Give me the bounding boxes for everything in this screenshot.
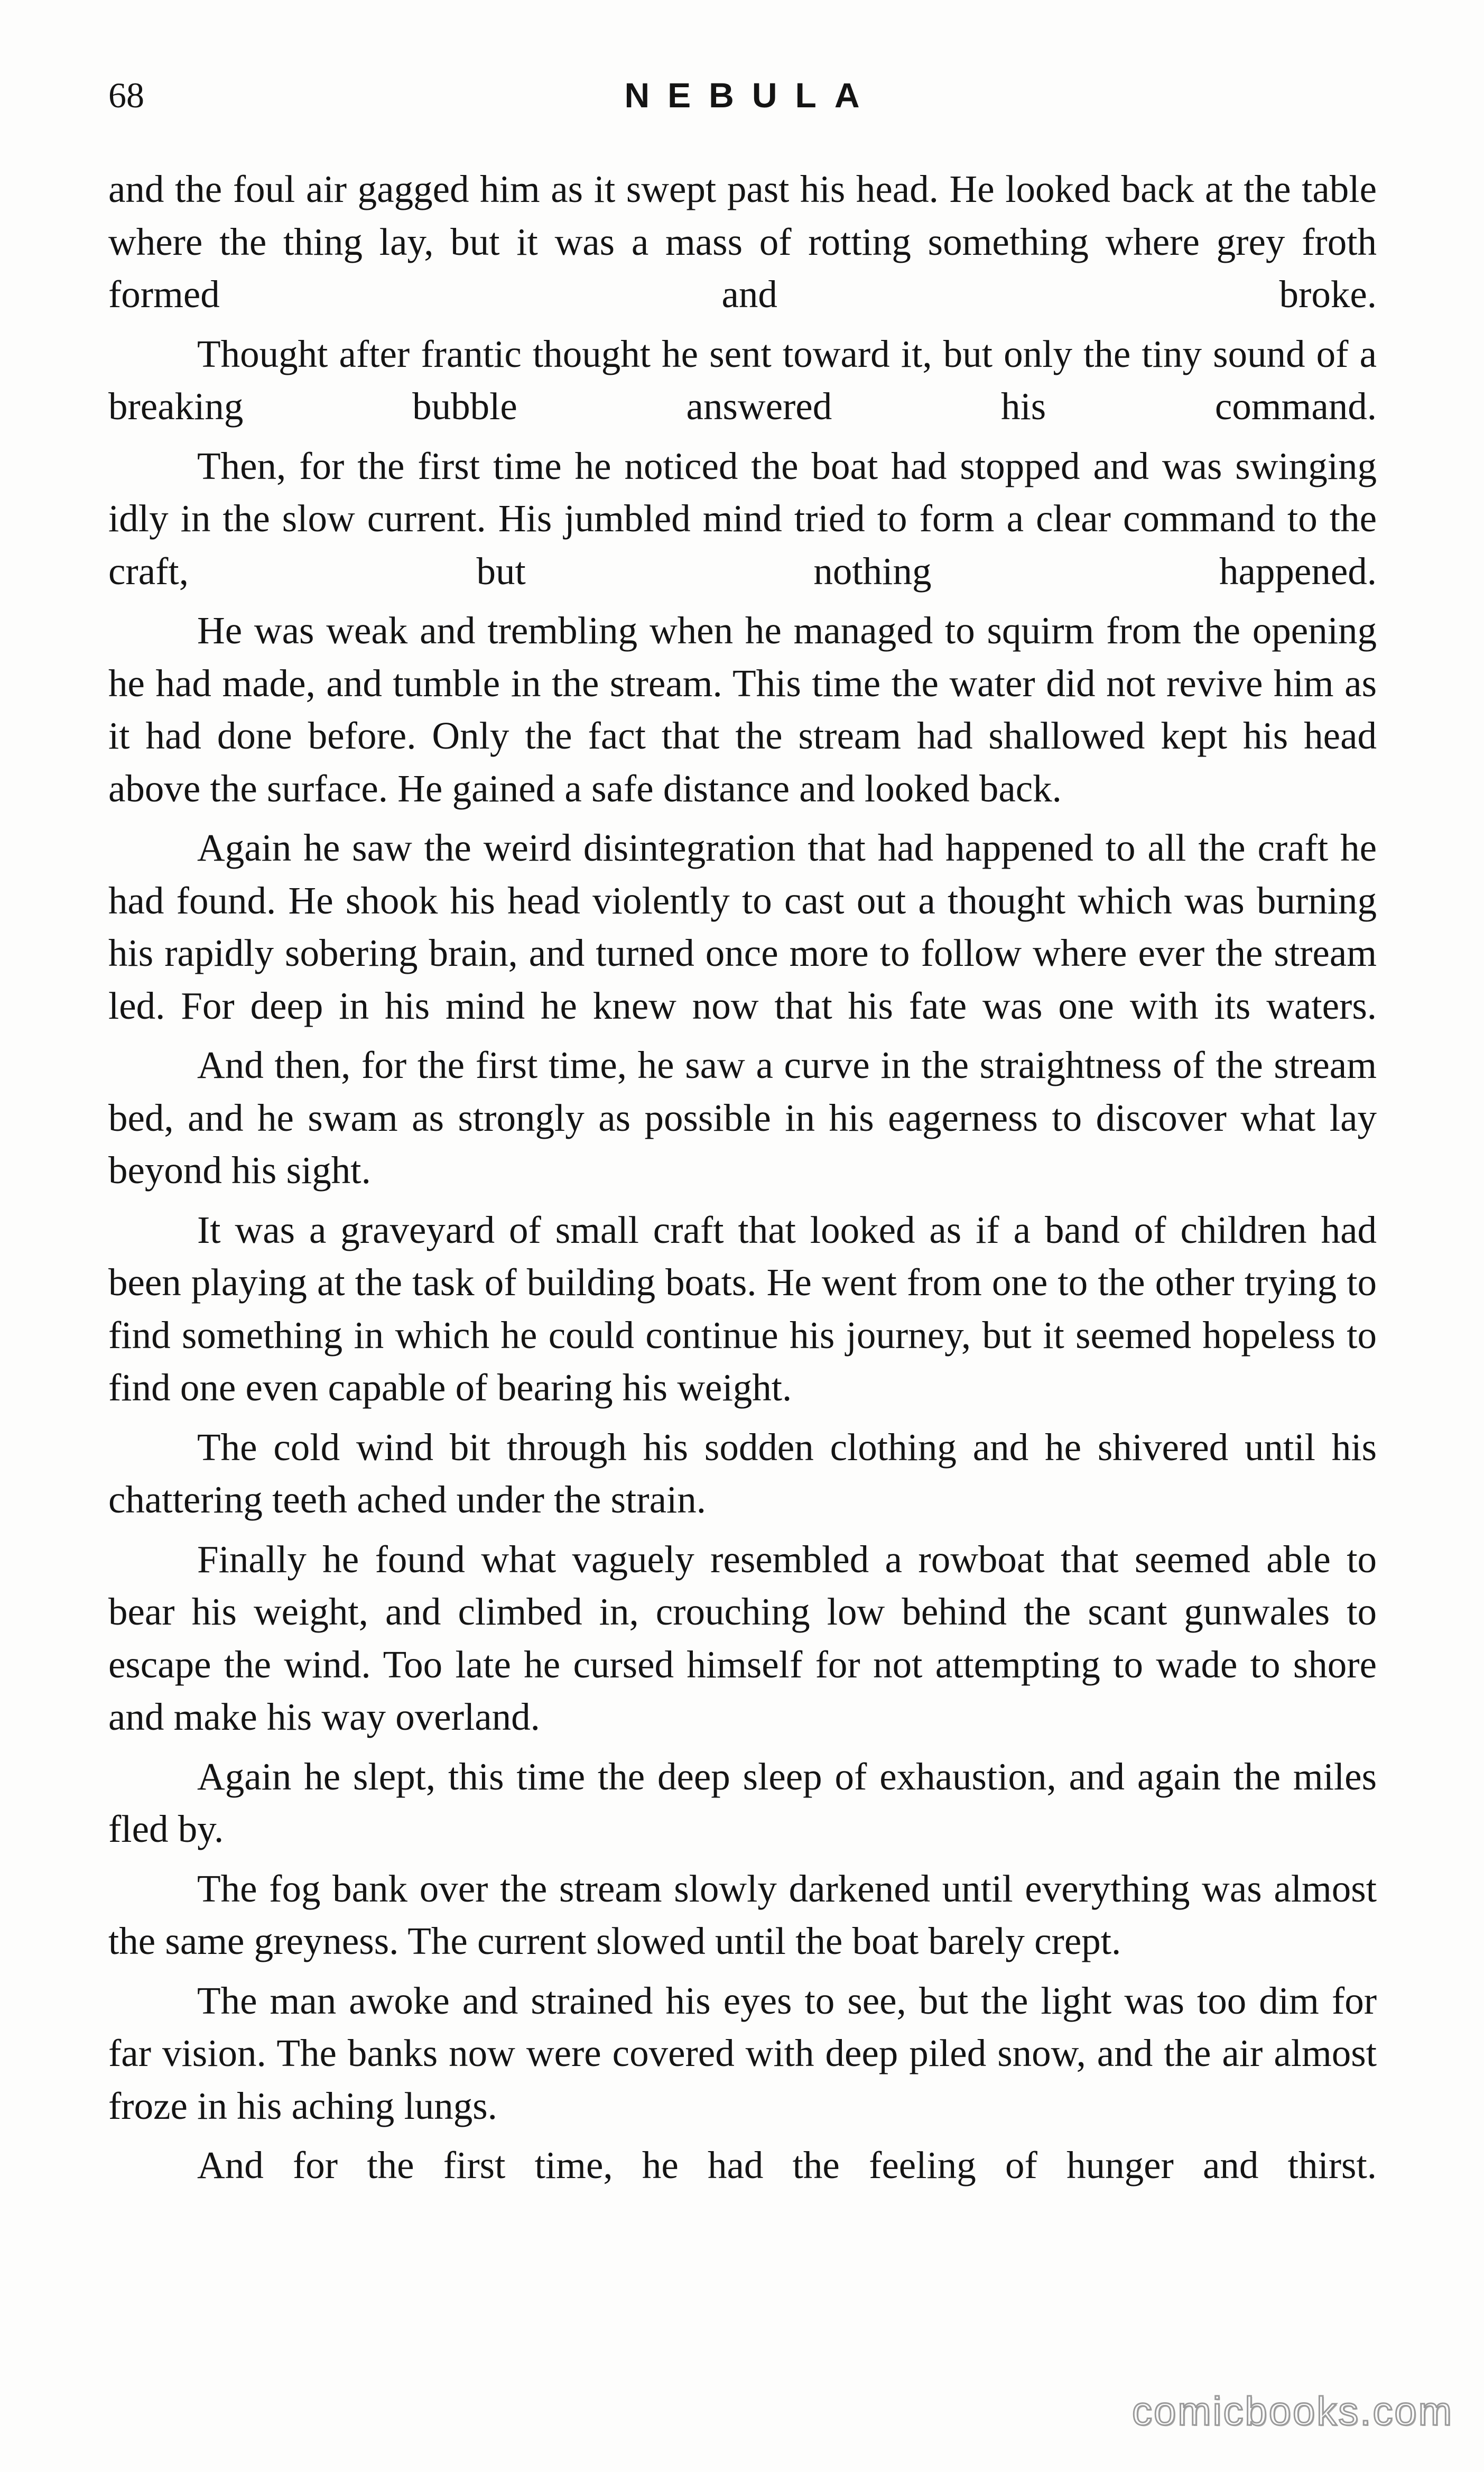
paragraph: and the foul air gagged him as it swept past his head. He looked back at the table where the thing lay, but it was a mass of rotting something where grey froth formed and broke. <box>108 168 1377 316</box>
page-header <box>108 63 1376 127</box>
paragraph: It was a graveyard of small craft that looked as if a band of children had been playing at the task of building boats. He went from one to the other trying to find something in which he could continue his journey, but it seemed hopeless to find one even capable of bearing his weight. <box>108 1208 1377 1409</box>
paragraph: The man awoke and strained his eyes to see, but the light was too dim for far vision. The banks now were covered with deep piled snow, and the air almost froze in his aching lungs. <box>108 1979 1377 2127</box>
paragraph: Finally he found what vaguely resembled a rowboat that seemed able to bear his weight, and climbed in, crouching low behind the scant gunwales to escape the wind. Too late he cursed himself for not attempting to wade to shore and make his way overland. <box>108 1537 1377 1738</box>
paragraph: The cold wind bit through his sodden clothing and he shivered until his chattering teeth ached under the strain. <box>108 1425 1377 1521</box>
paragraph: And then, for the first time, he saw a curve in the straightness of the stream bed, and he swam as strongly as possible in his eagerness to discover what lay beyond his sight. <box>108 1044 1377 1192</box>
paragraph: Thought after frantic thought he sent toward it, but only the tiny sound of a breaking bubble answered his command. <box>108 332 1377 428</box>
running-head: NEBULA <box>624 76 878 115</box>
paragraph: He was weak and trembling when he managed to squirm from the opening he had made, and tumble in the stream. This time the water did not revive him as it had done before. Only the fact that the stream had shallowed kept his head above the surface. He gained a safe distance and looked back. <box>108 609 1377 810</box>
paragraph: The fog bank over the stream slowly darkened until everything was almost the same greyness. The current slowed until the boat barely crept. <box>108 1867 1377 1962</box>
page-number: 68 <box>108 75 144 115</box>
paragraph: Again he saw the weird disintegration that had happened to all the craft he had found. He shook his head violently to cast out a thought which was burning his rapidly sobering brain, and turned once more to follow where ever the stream led. For deep in his mind he knew now that his fate was one with its waters. <box>108 826 1377 1027</box>
paragraph: Then, for the first time he noticed the boat had stopped and was swinging idly in the slow current. His jumbled mind tried to form a clear command to the craft, but nothing happened. <box>108 444 1377 593</box>
body-text <box>108 163 1377 2199</box>
watermark: comicbooks.com <box>1132 2389 1453 2434</box>
paragraph: Again he slept, this time the deep sleep of exhaustion, and again the miles fled by. <box>108 1755 1377 1850</box>
paragraph: And for the first time, he had the feeling of hunger and thirst. <box>197 2144 1377 2187</box>
